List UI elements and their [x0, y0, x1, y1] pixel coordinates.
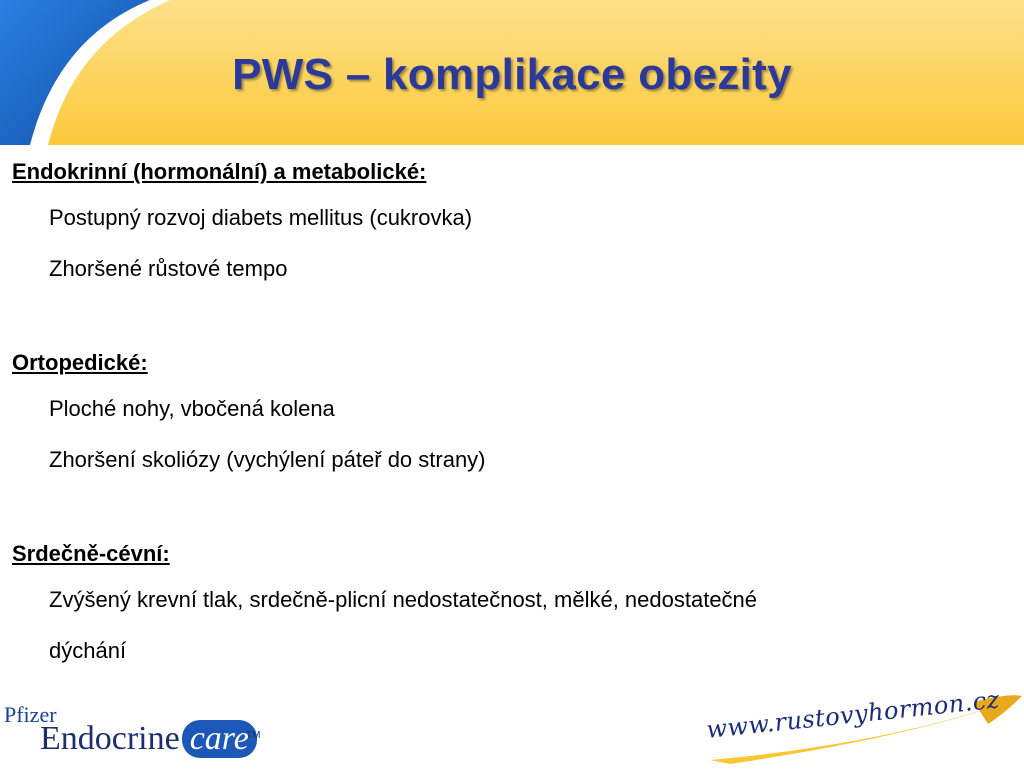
slide-header: [0, 0, 1024, 145]
section-heading-orthopedic: Ortopedické:: [12, 350, 148, 375]
list-item: Zhoršené růstové tempo: [49, 256, 288, 281]
list-item: dýchání: [49, 638, 127, 663]
trademark-mark: TM: [246, 730, 261, 741]
spacer: [12, 294, 1012, 343]
website-banner: [700, 685, 1024, 768]
spacer: [12, 485, 1012, 534]
list-item: Ploché nohy, vbočená kolena: [49, 396, 335, 421]
endocrine-care-logo: [40, 720, 257, 758]
pfizer-logo-text: Pfizer: [4, 702, 57, 727]
slide-content: [12, 152, 1012, 676]
logo-care-text: care: [182, 720, 257, 758]
list-item: Zvýšený krevní tlak, srdečně-plicní nedostatečnost, mělké, nedostatečné: [49, 587, 758, 612]
section-heading-endocrine: Endokrinní (hormonální) a metabolické:: [12, 159, 427, 184]
section-heading-cardiovascular: Srdečně-cévní:: [12, 541, 170, 566]
logo-endocrine-text: Endocrine: [40, 720, 180, 757]
website-url[interactable]: www.rustovyhormon.cz: [705, 685, 1002, 744]
list-item: Zhoršení skoliózy (vychýlení páteř do strany): [49, 447, 486, 472]
list-item: Postupný rozvoj diabets mellitus (cukrovka): [49, 205, 473, 230]
page-title: PWS – komplikace obezity: [232, 50, 792, 99]
